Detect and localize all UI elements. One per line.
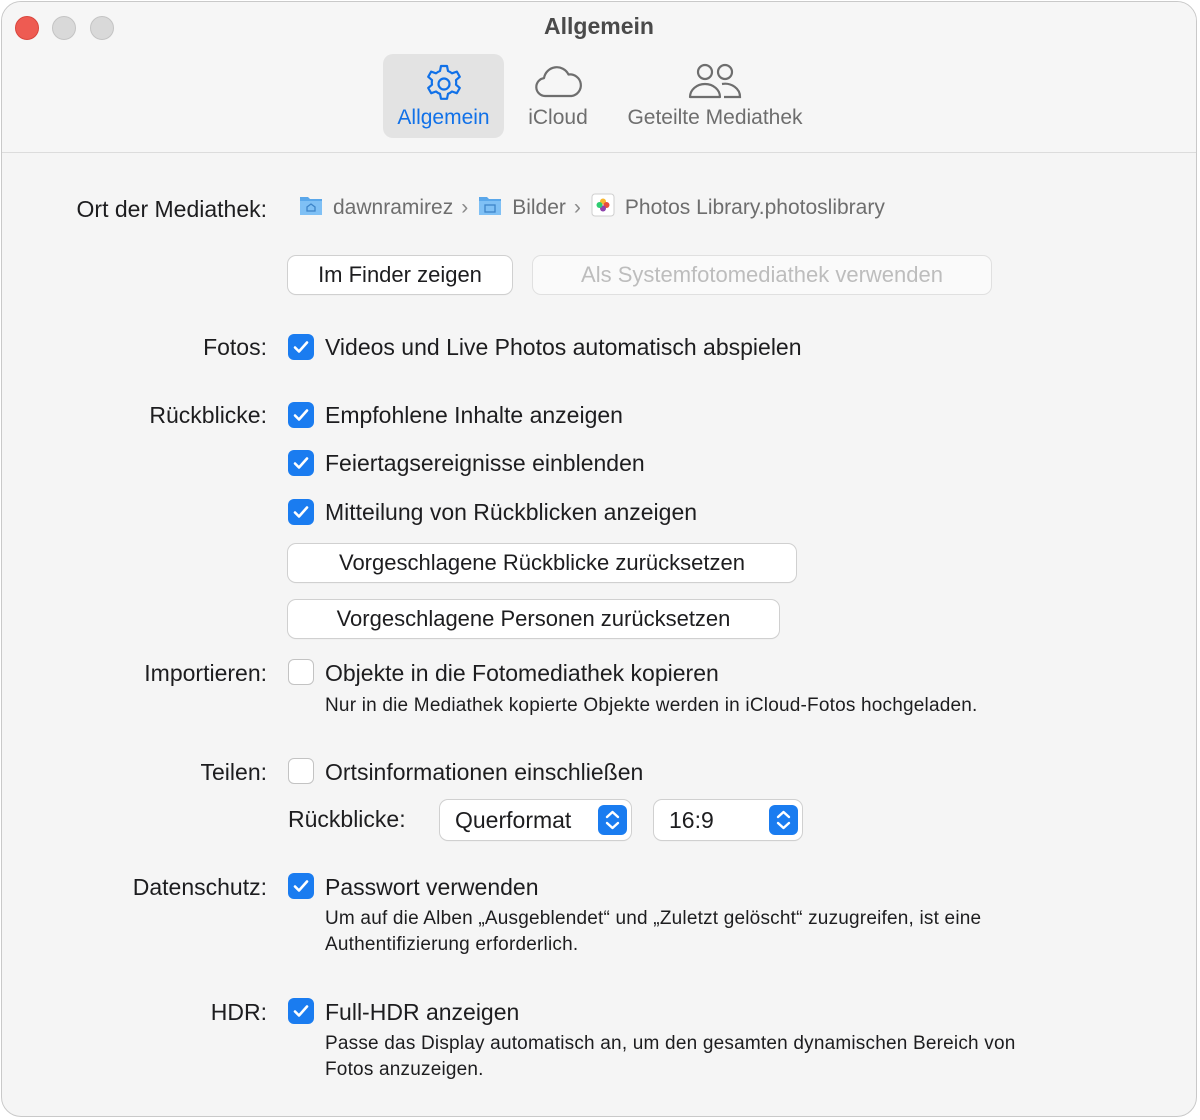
- memories-label: Rückblicke:: [149, 402, 267, 428]
- path-segment-home[interactable]: [299, 194, 478, 222]
- importing-label: Importieren:: [144, 660, 267, 686]
- toolbar: [2, 2, 1196, 153]
- memories-notifications-label: Mitteilung von Rückblicken anzeigen: [325, 499, 698, 525]
- path-home-label: dawnramirez: [333, 196, 454, 219]
- memories-notifications-checkbox[interactable]: [288, 499, 314, 525]
- sharing-label: Teilen:: [200, 759, 267, 785]
- up-down-chevron-icon: [769, 805, 798, 835]
- home-folder-icon: [299, 194, 323, 222]
- cloud-icon: [532, 62, 584, 107]
- orientation-value: Querformat: [455, 807, 572, 833]
- checkmark-icon: [291, 337, 311, 357]
- import-note: Nur in die Mediathek kopierte Objekte werden in iCloud-Fotos hochgeladen.: [325, 695, 978, 716]
- orientation-popup[interactable]: [440, 800, 631, 840]
- hdr-note-line2: Fotos anzuzeigen.: [325, 1059, 484, 1080]
- copy-items-label: Objekte in die Fotomediathek kopieren: [325, 660, 719, 686]
- featured-content-label: Empfohlene Inhalte anzeigen: [325, 402, 623, 428]
- reset-suggested-memories-button[interactable]: Vorgeschlagene Rückblicke zurücksetzen: [288, 544, 796, 582]
- autoplay-label: Videos und Live Photos automatisch abspielen: [325, 334, 802, 360]
- use-password-checkbox[interactable]: [288, 873, 314, 899]
- gear-icon: [422, 62, 466, 111]
- checkmark-icon: [291, 502, 311, 522]
- hdr-note-line1: Passe das Display automatisch an, um den gesamten dynamischen Bereich von: [325, 1033, 1016, 1054]
- featured-content-checkbox[interactable]: [288, 402, 314, 428]
- checkmark-icon: [291, 1001, 311, 1021]
- holiday-events-label: Feiertagsereignisse einblenden: [325, 450, 645, 476]
- include-location-label: Ortsinformationen einschließen: [325, 759, 644, 785]
- copy-items-checkbox[interactable]: [288, 659, 314, 685]
- path-library-label: Photos Library.photoslibrary: [624, 196, 885, 219]
- show-in-finder-button[interactable]: Im Finder zeigen: [288, 256, 512, 294]
- tab-general[interactable]: [383, 54, 504, 138]
- tab-shared-library[interactable]: [618, 54, 812, 138]
- chevron-right-icon: ›: [573, 196, 581, 219]
- hdr-label: HDR:: [210, 999, 267, 1025]
- up-down-chevron-icon: [598, 805, 627, 835]
- tab-general-label: Allgemein: [397, 106, 490, 129]
- tab-shared-label: Geteilte Mediathek: [627, 106, 803, 129]
- photos-label: Fotos:: [203, 334, 267, 360]
- library-location-label: Ort der Mediathek:: [76, 196, 267, 222]
- tab-icloud-label: iCloud: [528, 106, 588, 129]
- pictures-folder-icon: [478, 194, 502, 222]
- chevron-right-icon: ›: [461, 196, 469, 219]
- holiday-events-checkbox[interactable]: [288, 450, 314, 476]
- photos-library-icon: [591, 193, 615, 223]
- use-as-system-library-button[interactable]: Als Systemfotomediathek verwenden: [533, 256, 991, 294]
- window-title: Allgemein: [544, 13, 654, 39]
- library-path: [299, 194, 885, 222]
- autoplay-checkbox[interactable]: [288, 334, 314, 360]
- tab-icloud[interactable]: [517, 54, 599, 138]
- checkmark-icon: [291, 405, 311, 425]
- aspect-ratio-popup[interactable]: [654, 800, 802, 840]
- full-hdr-checkbox[interactable]: [288, 998, 314, 1024]
- privacy-note-line1: Um auf die Alben „Ausgeblendet“ und „Zuletzt gelöscht“ zuzugreifen, ist eine: [325, 908, 982, 929]
- full-hdr-label: Full-HDR anzeigen: [325, 999, 520, 1025]
- reset-suggested-people-button[interactable]: Vorgeschlagene Personen zurücksetzen: [288, 600, 779, 638]
- people-icon: [687, 62, 743, 107]
- preferences-window: [1, 1, 1197, 1117]
- path-segment-pictures[interactable]: [478, 194, 591, 222]
- privacy-label: Datenschutz:: [132, 874, 267, 900]
- path-segment-library[interactable]: [591, 193, 885, 223]
- use-password-label: Passwort verwenden: [325, 874, 539, 900]
- privacy-note-line2: Authentifizierung erforderlich.: [325, 934, 579, 955]
- aspect-ratio-value: 16:9: [669, 807, 714, 833]
- checkmark-icon: [291, 876, 311, 896]
- checkmark-icon: [291, 453, 311, 473]
- path-pictures-label: Bilder: [512, 196, 566, 219]
- sharing-memories-label: Rückblicke:: [288, 806, 406, 832]
- include-location-checkbox[interactable]: [288, 758, 314, 784]
